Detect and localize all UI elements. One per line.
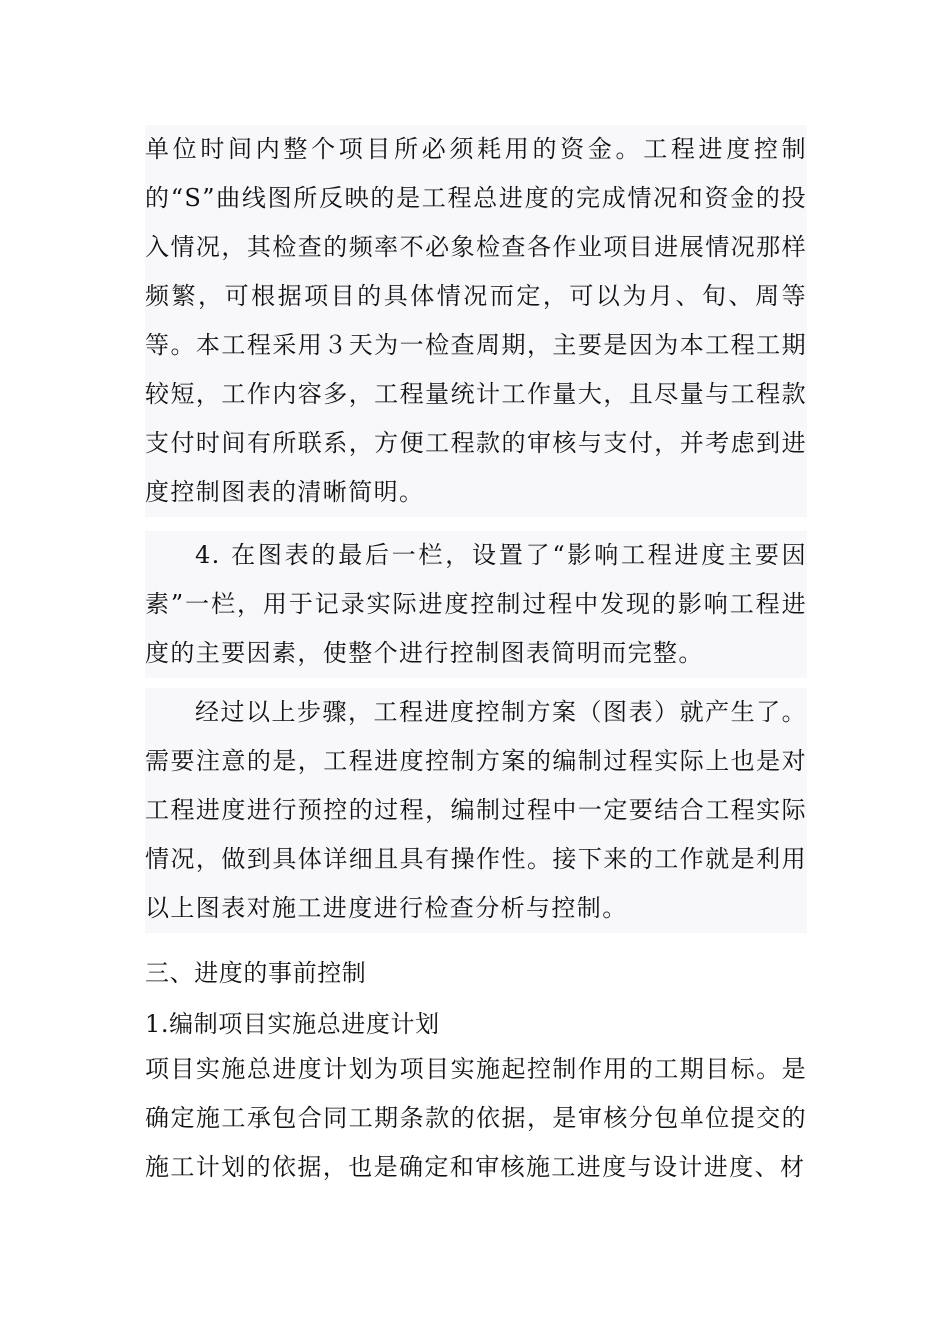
- body-paragraph: 项目实施总进度计划为项目实施起控制作用的工期目标。是确定施工承包合同工期条款的依据，是审核分包单位提交的施工计划的依据，也是确定和审核施工进度与设计进度、材: [145, 1055, 807, 1181]
- paragraph-block-4: [145, 1045, 807, 1192]
- section-heading-block: [145, 953, 807, 988]
- paragraph-block-2: [145, 531, 807, 678]
- section-heading: 三、进度的事前控制: [145, 959, 367, 987]
- subsection-heading: 1.编制项目实施总进度计划: [145, 1010, 440, 1038]
- paragraph-block-3: [145, 688, 807, 933]
- subsection-heading-block: [145, 1004, 807, 1039]
- numbered-paragraph: 4. 在图表的最后一栏，设置了“影响工程进度主要因素”一栏，用于记录实际进度控制过程中发现的影响工程进度的主要因素，使整个进行控制图表简明而完整。: [145, 541, 807, 667]
- body-paragraph: 单位时间内整个项目所必须耗用的资金。工程进度控制的“S”曲线图所反映的是工程总进度的完成情况和资金的投入情况，其检查的频率不必象检查各作业项目进展情况那样频繁，可根据项目的具体情况而定，可以为月、旬、周等等。本工程采用３天为一检查周期，主要是因为本工程工期较短，工作内容多，工程量统计工作量大，且尽量与工程款支付时间有所联系，方便工程款的审核与支付，并考虑到进度控制图表的清晰简明。: [145, 135, 807, 506]
- paragraph-block-1: [145, 125, 807, 517]
- body-paragraph: 经过以上步骤，工程进度控制方案（图表）就产生了。需要注意的是，工程进度控制方案的编制过程实际上也是对工程进度进行预控的过程，编制过程中一定要结合工程实际情况，做到具体详细且具有操作性。接下来的工作就是利用以上图表对施工进度进行检查分析与控制。: [145, 698, 807, 922]
